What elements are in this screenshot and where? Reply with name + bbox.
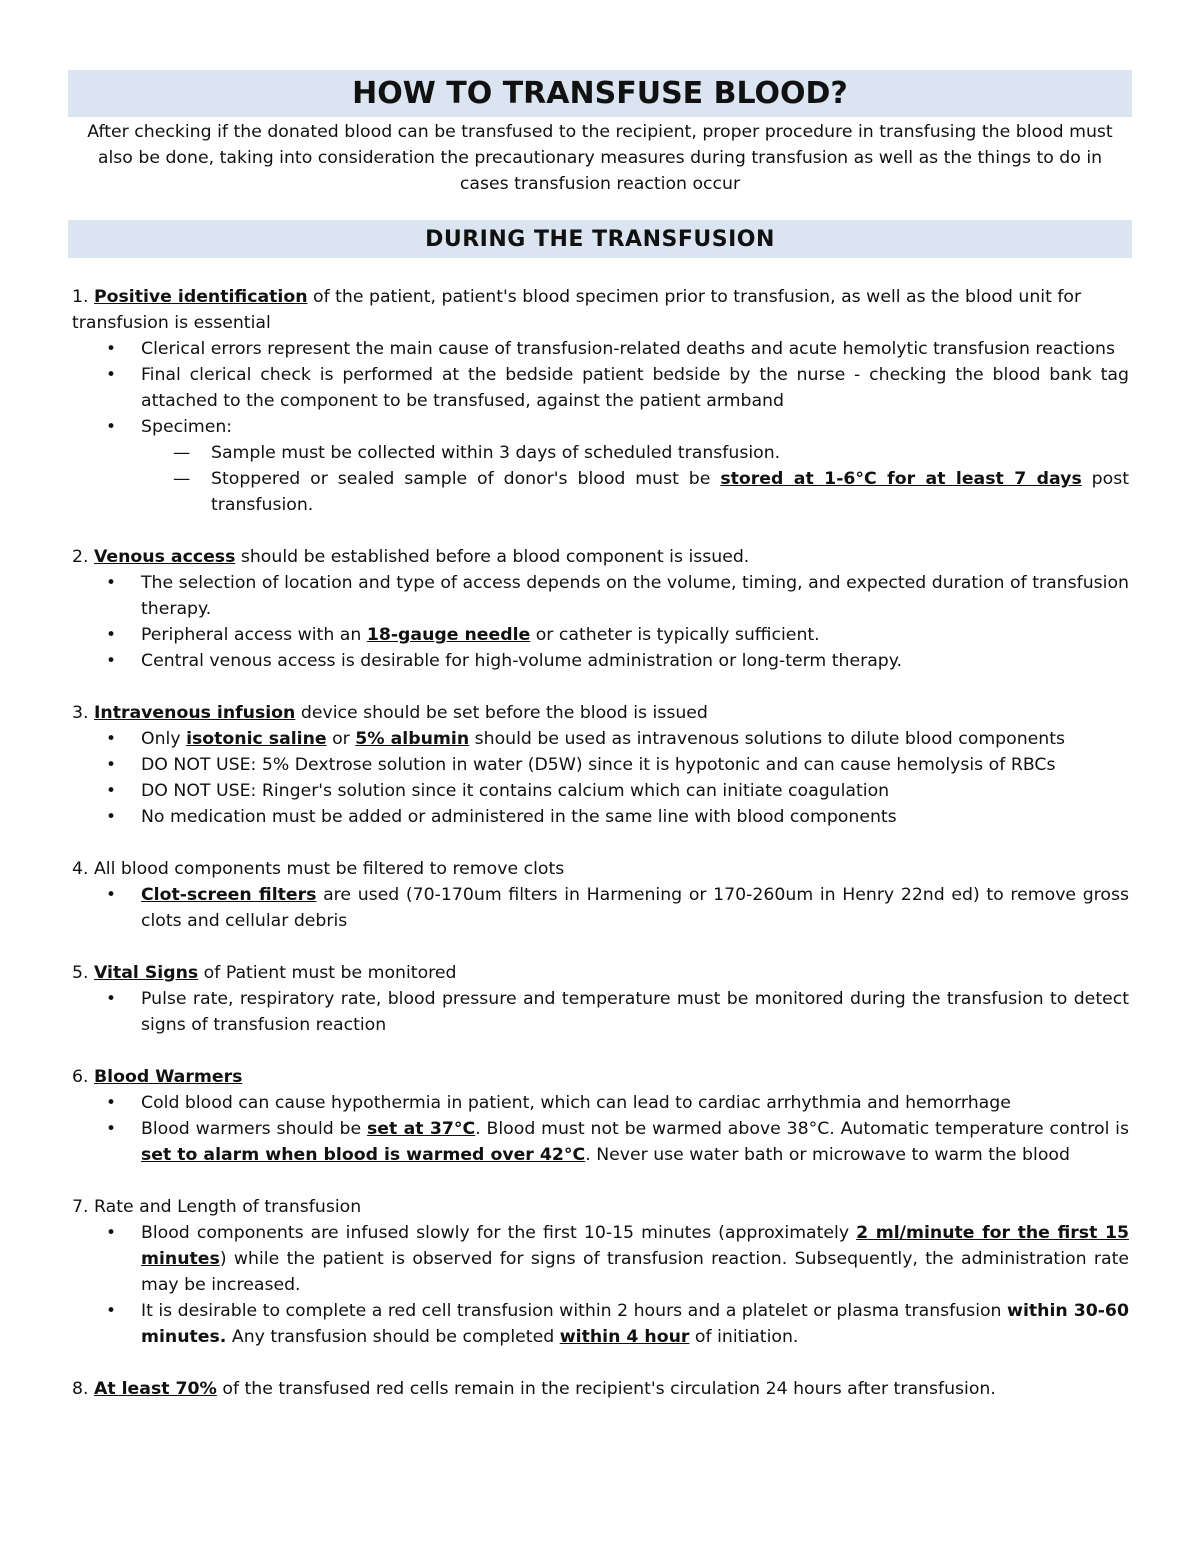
text-run: or	[326, 729, 356, 749]
text-run: . Blood must not be warmed above 38°C. Automatic temperature control is	[475, 1119, 1129, 1139]
sub-bullet-list	[141, 440, 1129, 518]
emphasized-text: Intravenous infusion	[93, 703, 296, 723]
text-run: device should be set before the blood is issued	[295, 703, 708, 723]
bullet-list	[72, 570, 1129, 674]
text-run: Specimen:	[141, 417, 233, 437]
procedure-item-heading	[72, 1194, 1129, 1220]
bullet-list	[72, 1220, 1129, 1350]
procedure-item-2	[72, 544, 1129, 674]
text-run: of the patient, patient's blood specimen prior to transfusion, as well as the blood unit for transfusion is essential	[72, 287, 1082, 333]
procedure-item-heading	[72, 960, 1129, 986]
procedure-item-1	[72, 284, 1129, 518]
emphasized-text: 18-gauge needle	[366, 625, 531, 645]
procedure-item-heading	[72, 544, 1129, 570]
procedure-item-7	[72, 1194, 1129, 1350]
item-number: 4.	[72, 859, 94, 879]
text-run: Final clerical check is performed at the bedside patient bedside by the nurse - checking the blood bank tag attached to the component to be transfused, against the patient armband	[141, 365, 1129, 411]
bullet-item	[141, 1298, 1129, 1350]
bullet-list	[72, 336, 1129, 518]
text-run: DO NOT USE: Ringer's solution since it contains calcium which can initiate coagulation	[141, 781, 890, 801]
text-run: No medication must be added or administered in the same line with blood components	[141, 807, 897, 827]
procedure-item-6	[72, 1064, 1129, 1168]
page-title: HOW TO TRANSFUSE BLOOD?	[68, 70, 1132, 117]
item-number: 6.	[72, 1067, 94, 1087]
bullet-item	[141, 804, 1129, 830]
item-number: 8.	[72, 1379, 94, 1399]
text-run: . Never use water bath or microwave to warm the blood	[585, 1145, 1070, 1165]
sub-bullet-item	[211, 466, 1129, 518]
emphasized-text: within 30-60 minutes.	[141, 1301, 1129, 1347]
bullet-item	[141, 752, 1129, 778]
text-run: or catheter is typically sufficient.	[530, 625, 820, 645]
procedure-item-heading	[72, 284, 1129, 336]
bullet-item	[141, 1116, 1129, 1168]
bullet-list	[72, 986, 1129, 1038]
text-run: Clerical errors represent the main cause of transfusion-related deaths and acute hemolytic transfusion reactions	[141, 339, 1115, 359]
bullet-item	[141, 362, 1129, 414]
item-number: 2.	[72, 547, 94, 567]
section-heading: DURING THE TRANSFUSION	[68, 220, 1132, 258]
text-run: Cold blood can cause hypothermia in patient, which can lead to cardiac arrhythmia and hemorrhage	[141, 1093, 1011, 1113]
emphasized-text: Venous access	[93, 547, 236, 567]
item-number: 5.	[72, 963, 94, 983]
emphasized-text: stored at 1-6°C for at least 7 days	[720, 469, 1082, 489]
text-run: Rate and Length of transfusion	[93, 1197, 362, 1217]
emphasized-text: Blood Warmers	[93, 1067, 243, 1087]
emphasized-text: set to alarm when blood is warmed over 42°C	[141, 1145, 586, 1165]
bullet-item	[141, 648, 1129, 674]
text-run: The selection of location and type of access depends on the volume, timing, and expected duration of transfusion therapy.	[141, 573, 1129, 619]
bullet-item	[141, 622, 1129, 648]
text-run: Pulse rate, respiratory rate, blood pressure and temperature must be monitored during the transfusion to detect signs of transfusion reaction	[141, 989, 1129, 1035]
text-run: Blood components are infused slowly for the first 10-15 minutes (approximately	[141, 1223, 857, 1243]
bullet-item	[141, 414, 1129, 518]
text-run: Blood warmers should be	[141, 1119, 367, 1139]
text-run: are used (70-170um filters in Harmening or 170-260um in Henry 22nd ed) to remove gross clots and cellular debris	[141, 885, 1129, 931]
item-number: 3.	[72, 703, 94, 723]
text-run: Central venous access is desirable for high-volume administration or long-term therapy.	[141, 651, 903, 671]
emphasized-text: 2 ml/minute for the first 15 minutes	[141, 1223, 1129, 1269]
item-number: 7.	[72, 1197, 94, 1217]
text-run: Sample must be collected within 3 days of scheduled transfusion.	[211, 443, 781, 463]
bullet-list	[72, 726, 1129, 830]
text-run: It is desirable to complete a red cell transfusion within 2 hours and a platelet or plasma transfusion	[141, 1301, 1008, 1321]
procedure-item-3	[72, 700, 1129, 830]
text-run: should be established before a blood component is issued.	[235, 547, 750, 567]
procedure-item-heading	[72, 700, 1129, 726]
text-run: Stoppered or sealed sample of donor's blood must be	[211, 469, 721, 489]
procedure-item-4	[72, 856, 1129, 934]
emphasized-text: within 4 hour	[559, 1327, 690, 1347]
bullet-list	[72, 882, 1129, 934]
procedure-item-8	[72, 1376, 1129, 1402]
bullet-list	[72, 1090, 1129, 1168]
text-run: ) while the patient is observed for signs of transfusion reaction. Subsequently, the administration rate may be increased.	[141, 1249, 1129, 1295]
bullet-item	[141, 778, 1129, 804]
procedure-item-5	[72, 960, 1129, 1038]
text-run: DO NOT USE: 5% Dextrose solution in water (D5W) since it is hypotonic and can cause hemolysis of RBCs	[141, 755, 1056, 775]
text-run: post transfusion.	[211, 469, 1129, 515]
procedure-item-heading	[72, 1064, 1129, 1090]
bullet-item	[141, 570, 1129, 622]
procedure-item-heading	[72, 856, 1129, 882]
emphasized-text: At least 70%	[93, 1379, 217, 1399]
item-number: 1.	[72, 287, 94, 307]
bullet-item	[141, 726, 1129, 752]
emphasized-text: Clot-screen filters	[141, 885, 317, 905]
emphasized-text: 5% albumin	[355, 729, 470, 749]
bullet-item	[141, 1090, 1129, 1116]
bullet-item	[141, 882, 1129, 934]
bullet-item	[141, 336, 1129, 362]
emphasized-text: set at 37°C	[366, 1119, 476, 1139]
text-run: Peripheral access with an	[141, 625, 367, 645]
text-run: should be used as intravenous solutions to dilute blood components	[469, 729, 1066, 749]
text-run: Any transfusion should be completed	[226, 1327, 560, 1347]
text-run: of the transfused red cells remain in the recipient's circulation 24 hours after transfusion.	[216, 1379, 996, 1399]
emphasized-text: Positive identification	[93, 287, 308, 307]
text-run: of initiation.	[689, 1327, 799, 1347]
intro-paragraph: After checking if the donated blood can be transfused to the recipient, proper procedure in transfusing the blood must also be done, taking into consideration the precautionary measures during transfusion as well as the things to do in cases transfusion reaction occur	[87, 122, 1113, 194]
text-run: of Patient must be monitored	[198, 963, 457, 983]
text-run: All blood components must be filtered to remove clots	[93, 859, 565, 879]
sub-bullet-item	[211, 440, 1129, 466]
bullet-item	[141, 986, 1129, 1038]
procedure-list	[72, 284, 1129, 1428]
emphasized-text: Vital Signs	[93, 963, 199, 983]
bullet-item	[141, 1220, 1129, 1298]
text-run: Only	[141, 729, 187, 749]
procedure-item-heading	[72, 1376, 1129, 1402]
emphasized-text: isotonic saline	[186, 729, 327, 749]
